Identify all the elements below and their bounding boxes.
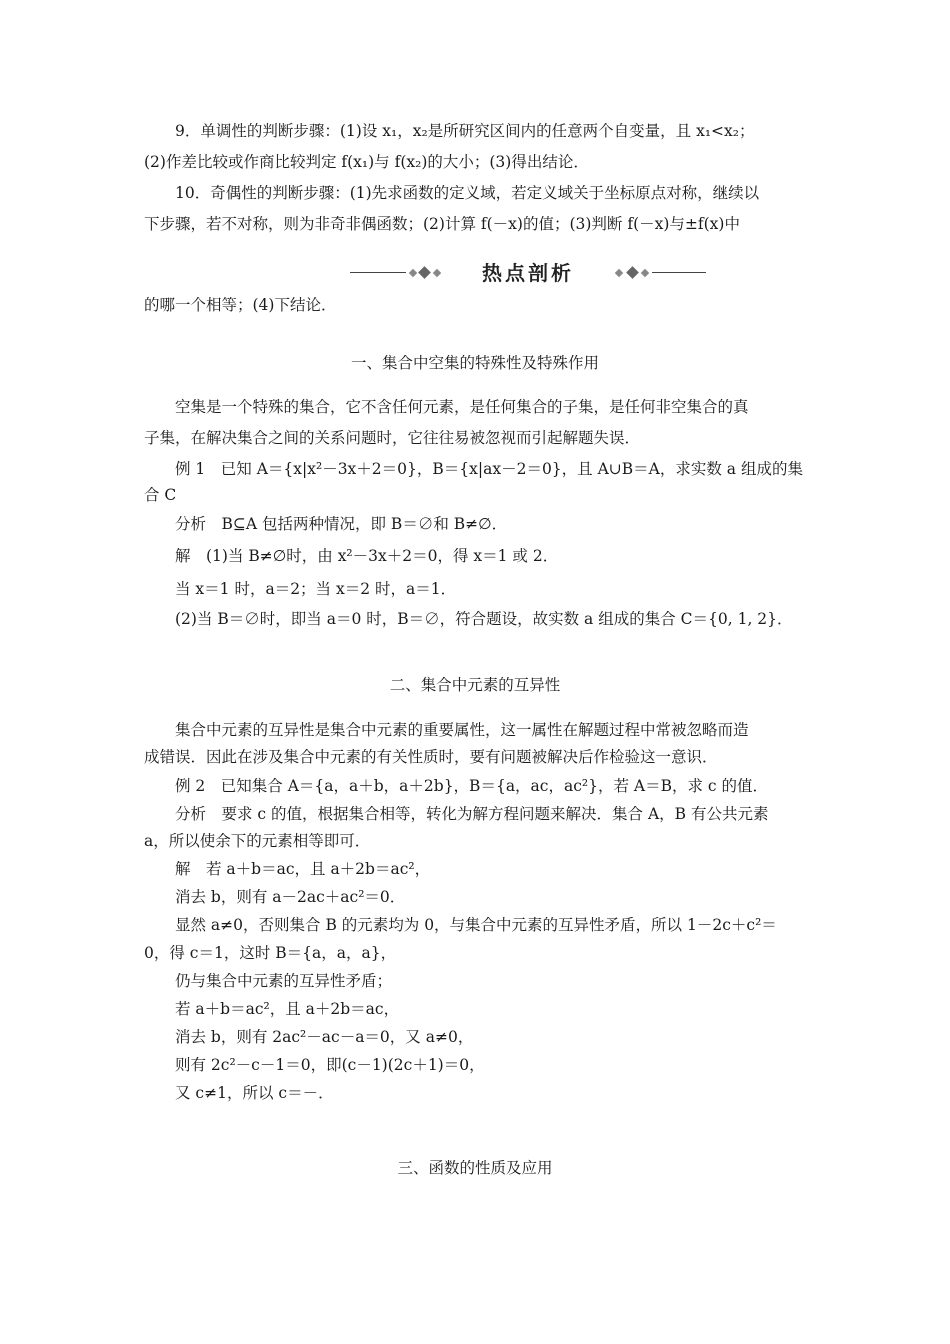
text-line: 又 c≠1，所以 c＝－． [175,1084,334,1102]
text-line: 解 (1)当 B≠∅时，由 x²－3x＋2＝0，得 x＝1 或 2． [175,547,559,565]
text-line: 解 若 a＋b＝ac，且 a＋2b＝ac²， [175,860,431,878]
text-line: 仍与集合中元素的互异性矛盾； [175,972,393,990]
text-line: a，所以使余下的元素相等即可． [144,832,371,850]
text-line: 消去 b，则有 a－2ac＋ac²＝0． [175,888,406,906]
text-line: 10．奇偶性的判断步骤：(1)先求函数的定义域，若定义域关于坐标原点对称，继续以 [175,184,760,202]
text-line: 则有 2c²－c－1＝0，即(c－1)(2c＋1)＝0， [175,1056,485,1074]
text-line: 子集，在解决集合之间的关系问题时，它往往易被忽视而引起解题失误． [144,429,641,447]
text-line: 下步骤，若不对称，则为非奇非偶函数；(2)计算 f(－x)的值；(3)判断 f(－x)与±f(x)中 [144,215,740,233]
text-line: 成错误．因此在涉及集合中元素的有关性质时，要有问题被解决后作检验这一意识． [144,748,718,766]
text-line: 空集是一个特殊的集合，它不含任何元素，是任何集合的子集，是任何非空集合的真 [175,398,749,416]
text-line: 分析 B⊆A 包括两种情况，即 B＝∅和 B≠∅． [175,515,508,533]
text-line: 例 2 已知集合 A＝{a，a＋b，a＋2b}，B＝{a，ac，ac²}，若 A＝B，求 c 的值． [175,777,769,795]
section-heading: 二、集合中元素的互异性 [389,676,561,694]
text-line: 若 a＋b＝ac²，且 a＋2b＝ac， [175,1000,400,1018]
text-line: 集合中元素的互异性是集合中元素的重要属性，这一属性在解题过程中常被忽略而造 [175,721,749,739]
text-line: 显然 a≠0，否则集合 B 的元素均为 0，与集合中元素的互异性矛盾，所以 1－2c＋c²＝ [175,916,777,934]
text-line: 当 x＝1 时，a＝2；当 x＝2 时，a＝1． [175,580,457,598]
text-line: 分析 要求 c 的值，根据集合相等，转化为解方程问题来解决．集合 A，B 有公共元素 [175,805,769,823]
section-heading: 一、集合中空集的特殊性及特殊作用 [350,354,599,372]
text-line: 例 1 已知 A＝{x|x²－3x＋2＝0}，B＝{x|ax－2＝0}，且 A∪B＝A，求实数 a 组成的集 [175,460,803,478]
text-line: 9．单调性的判断步骤：(1)设 x₁，x₂是所研究区间内的任意两个自变量，且 x₁<x₂； [175,122,755,140]
section-heading: 三、函数的性质及应用 [397,1159,553,1177]
text-line: 合 C [144,486,177,504]
text-line: 消去 b，则有 2ac²－ac－a＝0，又 a≠0， [175,1028,474,1046]
banner-rule-right [652,272,706,273]
text-line: 0，得 c＝1，这时 B＝{a，a，a}， [144,944,397,962]
text-line: (2)当 B＝∅时，即当 a＝0 时，B＝∅，符合题设，故实数 a 组成的集合 C＝{0, 1, 2}． [175,610,793,628]
text-line: (2)作差比较或作商比较判定 f(x₁)与 f(x₂)的大小；(3)得出结论． [144,153,589,171]
text-line: 的哪一个相等；(4)下结论． [144,296,337,314]
section-banner [350,258,706,288]
banner-title: 热点剖析 [482,261,574,285]
